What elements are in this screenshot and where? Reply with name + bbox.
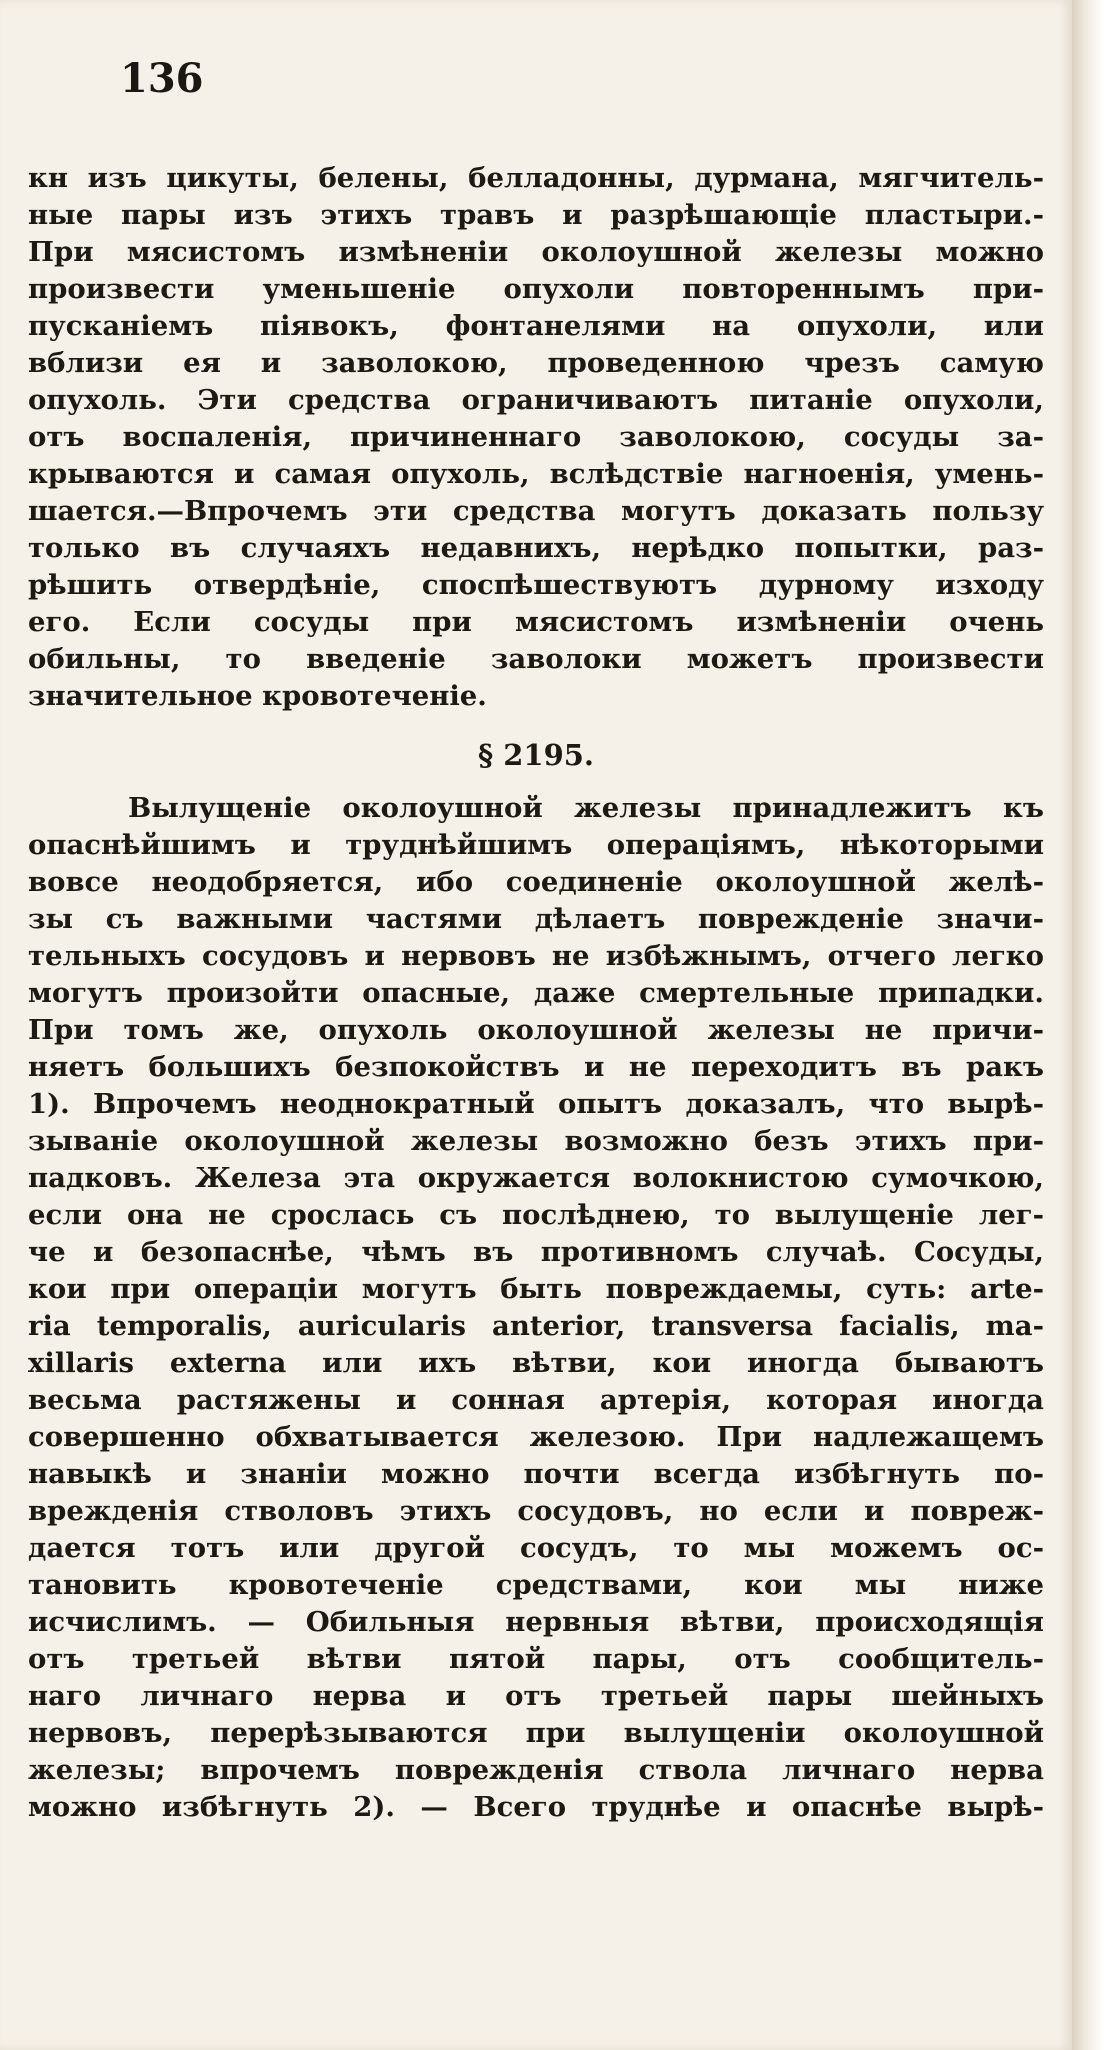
page-text	[28, 160, 1044, 1826]
text-line: падковъ. Железа эта окружается волокнистою сумочкою,	[28, 1162, 1044, 1194]
text-line: xillaris externa или ихъ вѣтви, кои иногда бываютъ	[28, 1347, 1044, 1379]
text-line: че и безопаснѣе, чѣмъ въ противномъ случаѣ. Сосуды,	[28, 1236, 1044, 1268]
page-number: 136	[120, 55, 204, 102]
text-line: значительное кровотеченіе.	[28, 680, 487, 712]
text-line: тановить кровотеченіе средствами, кои мы ниже	[28, 1569, 1044, 1601]
text-line: крываются и самая опухоль, вслѣдствіе нагноенія, умень-	[28, 458, 1044, 490]
text-line: рѣшить отвердѣніе, споспѣшествуютъ дурному изходу	[28, 569, 1044, 601]
text-line: дается тотъ или другой сосудъ, то мы можемъ ос-	[28, 1532, 1044, 1564]
text-line: зываніе околоушной железы возможно безъ этихъ при-	[28, 1125, 1044, 1157]
text-line: тельныхъ сосудовъ и нервовъ не избѣжнымъ, отчего легко	[28, 940, 1044, 972]
text-line: совершенно обхватывается железою. При надлежащемъ	[28, 1421, 1044, 1453]
text-line: навыкѣ и знаніи можно почти всегда избѣгнуть по-	[28, 1458, 1044, 1490]
section-heading: § 2195.	[477, 738, 595, 772]
text-line: весьма растяжены и сонная артерія, которая иногда	[28, 1384, 1044, 1416]
text-line: отъ третьей вѣтви пятой пары, отъ сообщитель-	[28, 1643, 1044, 1675]
text-line: Вылущеніе околоушной железы принадлежитъ къ	[128, 792, 1044, 824]
text-line: ria temporalis, auricularis anterior, transversa facialis, ma-	[28, 1310, 1044, 1342]
text-line: пусканіемъ піявокъ, фонтанелями на опухоли, или	[28, 310, 1044, 342]
text-line: нервовъ, перерѣзываются при вылущеніи околоушной	[28, 1717, 1044, 1749]
text-line: железы; впрочемъ поврежденія ствола личнаго нерва	[28, 1754, 1044, 1786]
text-line: можно избѣгнуть 2). — Всего труднѣе и опаснѣе вырѣ-	[28, 1791, 1044, 1823]
text-line: вовсе неодобряется, ибо соединеніе околоушной желѣ-	[28, 866, 1044, 898]
text-line: врежденія стволовъ этихъ сосудовъ, но если и повреж-	[28, 1495, 1044, 1527]
text-line: только въ случаяхъ недавнихъ, нерѣдко попытки, раз-	[28, 532, 1044, 564]
text-line: вблизи ея и заволокою, проведенною чрезъ самую	[28, 347, 1044, 379]
text-line: ные пары изъ этихъ травъ и разрѣшающіе пластыри.-	[28, 199, 1044, 231]
text-line: если она не срослась съ послѣднею, то вылущеніе лег-	[28, 1199, 1044, 1231]
book-spine-edge	[1072, 0, 1104, 2050]
text-line: няетъ большихъ безпокойствъ и не переходитъ въ ракъ	[28, 1051, 1044, 1083]
paragraph-2	[28, 790, 1044, 1826]
text-line: зы съ важными частями дѣлаетъ поврежденіе значи-	[28, 903, 1044, 935]
text-line: опухоль. Эти средства ограничиваютъ питаніе опухоли,	[28, 384, 1044, 416]
text-line: шается.—Впрочемъ эти средства могутъ доказать пользу	[28, 495, 1044, 527]
paragraph-1	[28, 160, 1044, 715]
text-line: 1). Впрочемъ неоднократный опытъ доказалъ, что вырѣ-	[28, 1088, 1044, 1120]
text-line: могутъ произойти опасные, даже смертельные припадки.	[28, 977, 1044, 1009]
text-line: его. Если сосуды при мясистомъ измѣненіи очень	[28, 606, 1044, 638]
text-line: кои при операціи могутъ быть повреждаемы, суть: arte-	[28, 1273, 1044, 1305]
text-line: При томъ же, опухоль околоушной железы не причи-	[28, 1014, 1044, 1046]
text-line: произвести уменьшеніе опухоли повтореннымъ при-	[28, 273, 1044, 305]
text-line: наго личнаго нерва и отъ третьей пары шейныхъ	[28, 1680, 1044, 1712]
text-line: отъ воспаленія, причиненнаго заволокою, сосуды за-	[28, 421, 1044, 453]
text-line: обильны, то введеніе заволоки можетъ произвести	[28, 643, 1044, 675]
text-line: кн изъ цикуты, белены, белладонны, дурмана, мягчитель-	[28, 162, 1044, 194]
text-line: При мясистомъ измѣненіи околоушной железы можно	[28, 236, 1044, 268]
text-line: исчислимъ. — Обильныя нервныя вѣтви, происходящія	[28, 1606, 1044, 1638]
text-line: опаснѣйшимъ и труднѣйшимъ операціямъ, нѣкоторыми	[28, 829, 1044, 861]
